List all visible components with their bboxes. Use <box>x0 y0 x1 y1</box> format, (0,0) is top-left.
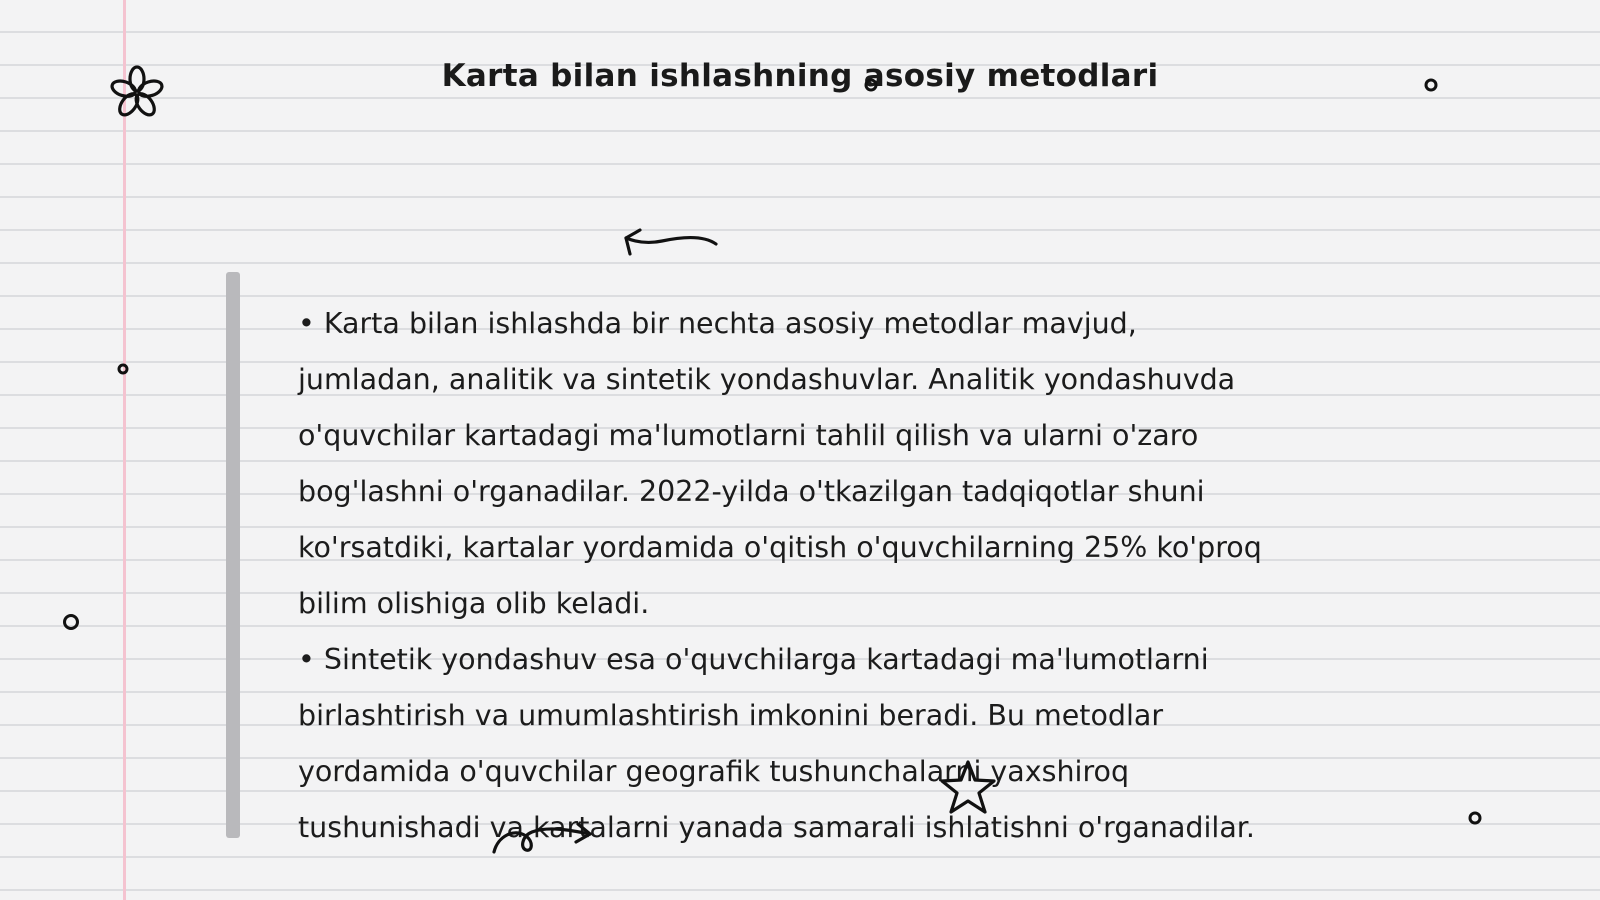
paragraph-line: jumladan, analitik va sintetik yondashuvlar. Analitik yondashuvda <box>298 363 1236 396</box>
curly-arrow-icon <box>490 814 596 858</box>
paragraph-line: • Karta bilan ishlashda bir nechta asosiy metodlar mavjud, <box>298 307 1137 340</box>
paragraph-line: birlashtirish va umumlashtirish imkonini beradi. Bu metodlar <box>298 699 1164 732</box>
paragraph-line: • Sintetik yondashuv esa o'quvchilarga kartadagi ma'lumotlarni <box>298 643 1209 676</box>
paragraph-line: ko'rsatdiki, kartalar yordamida o'qitish o'quvchilarning 25% ko'proq <box>298 531 1262 564</box>
circle-doodle-icon <box>116 362 130 376</box>
circle-doodle-icon <box>863 77 879 93</box>
circle-doodle-icon <box>1467 810 1483 826</box>
notebook-margin-line <box>123 0 126 900</box>
circle-doodle-icon <box>1423 77 1439 93</box>
paragraph-line: yordamida o'quvchilar geografik tushunchalarni yaxshiroq <box>298 755 1130 788</box>
paragraph-line: bog'lashni o'rganadilar. 2022-yilda o'tkazilgan tadqiqotlar shuni <box>298 475 1205 508</box>
arrow-left-icon <box>620 226 720 258</box>
paragraph-line: tushunishadi va kartalarni yanada samarali ishlatishni o'rganadilar. <box>298 811 1255 844</box>
body-text <box>298 296 1298 856</box>
flower-icon <box>108 64 166 122</box>
star-icon <box>938 758 998 816</box>
paragraph-line: bilim olishiga olib keladi. <box>298 587 650 620</box>
page-title: Karta bilan ishlashning asosiy metodlari <box>441 58 1159 94</box>
accent-bar <box>226 272 240 838</box>
circle-doodle-icon <box>61 612 81 632</box>
paragraph-line: o'quvchilar kartadagi ma'lumotlarni tahlil qilish va ularni o'zaro <box>298 419 1199 452</box>
